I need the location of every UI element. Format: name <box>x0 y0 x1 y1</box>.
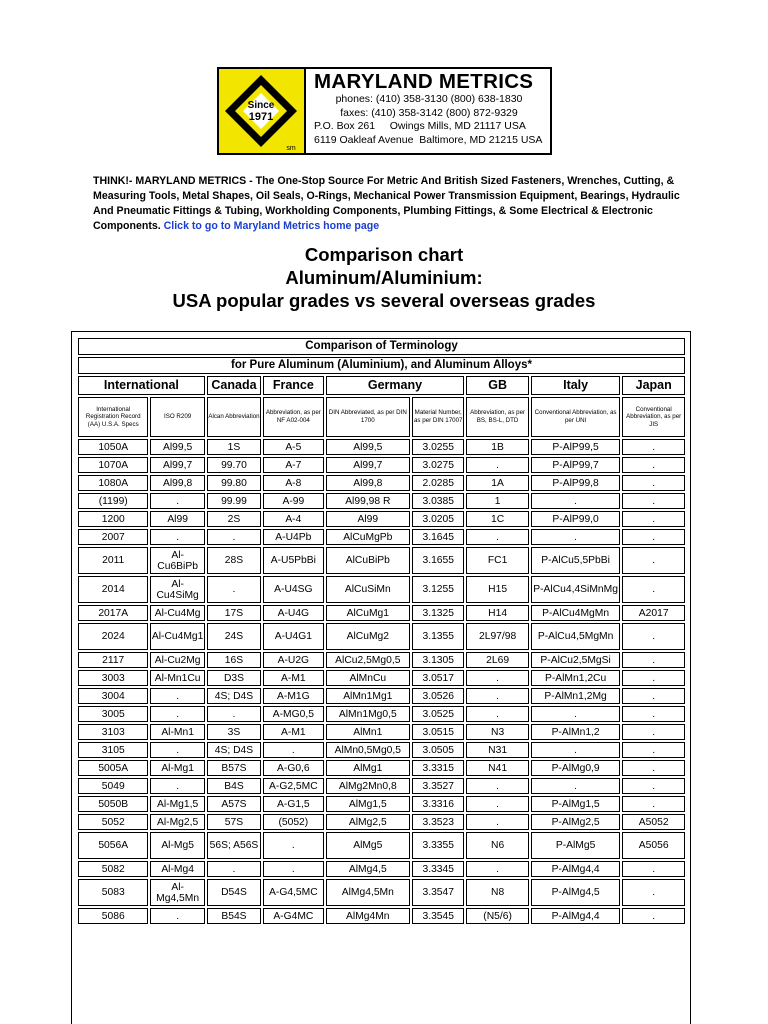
table-row <box>78 547 685 574</box>
table-cell: P-AlMn1,2Cu <box>531 670 621 686</box>
table-cell: . <box>622 439 685 455</box>
country-header: Italy <box>531 376 621 395</box>
table-cell: . <box>622 623 685 650</box>
table-cell: 99.99 <box>207 493 261 509</box>
title-line-3: USA popular grades vs several overseas grades <box>172 290 596 311</box>
table-cell: (N5/6) <box>466 908 528 924</box>
table-cell: H14 <box>466 605 528 621</box>
table-cell: A-U4Pb <box>263 529 323 545</box>
table-cell: P-AlP99,7 <box>531 457 621 473</box>
table-cell: 1S <box>207 439 261 455</box>
table-cell: 2011 <box>78 547 148 574</box>
standard-header: Alcan Abbreviation <box>207 397 261 437</box>
table-cell: 2024 <box>78 623 148 650</box>
table-cell: 1A <box>466 475 528 491</box>
table-cell: . <box>263 742 323 758</box>
po-box: P.O. Box 261 <box>314 120 376 132</box>
table-cell: . <box>150 742 204 758</box>
table-cell: N6 <box>466 832 528 859</box>
table-cell: Al-Mn1Cu <box>150 670 204 686</box>
table-cell: . <box>622 493 685 509</box>
table-cell: 3.1655 <box>412 547 464 574</box>
table-cell: 5056A <box>78 832 148 859</box>
table-cell: 3.1305 <box>412 652 464 668</box>
comparison-table-frame <box>71 331 691 1024</box>
table-cell: 3.3527 <box>412 778 464 794</box>
table-cell: Al-Mg4,5Mn <box>150 879 204 906</box>
table-row <box>78 605 685 621</box>
table-cell: . <box>466 861 528 877</box>
table-cell: . <box>263 832 323 859</box>
table-row <box>78 796 685 812</box>
table-cell: . <box>622 670 685 686</box>
table-cell: AlCuMg1 <box>326 605 411 621</box>
table-cell: N8 <box>466 879 528 906</box>
table-cell: 5005A <box>78 760 148 776</box>
logo-contact-block <box>306 69 550 153</box>
table-cell: P-AlP99,8 <box>531 475 621 491</box>
table-cell: . <box>531 778 621 794</box>
po-box-address <box>314 120 544 134</box>
table-cell: B54S <box>207 908 261 924</box>
table-cell: 3.3315 <box>412 760 464 776</box>
table-cell: AlMn0,5Mg0,5 <box>326 742 411 758</box>
table-cell: 5083 <box>78 879 148 906</box>
table-row <box>78 623 685 650</box>
street: 6119 Oakleaf Avenue <box>314 133 414 146</box>
table-row <box>78 724 685 740</box>
table-cell: 2117 <box>78 652 148 668</box>
table-cell: A-5 <box>263 439 323 455</box>
since-year: 1971 <box>248 111 274 123</box>
table-cell: Al99,8 <box>326 475 411 491</box>
table-cell: 3.3345 <box>412 861 464 877</box>
table-cell: A-G2,5MC <box>263 778 323 794</box>
table-cell: Al-Mg4 <box>150 861 204 877</box>
table-subheading: for Pure Aluminum (Aluminium), and Aluminum Alloys* <box>78 357 685 374</box>
table-cell: 2014 <box>78 576 148 603</box>
table-cell: 2L69 <box>466 652 528 668</box>
table-cell: B57S <box>207 760 261 776</box>
table-row <box>78 529 685 545</box>
table-cell: P-AlCu4,4SiMnMg <box>531 576 621 603</box>
table-cell: AlCu2,5Mg0,5 <box>326 652 411 668</box>
table-cell: N41 <box>466 760 528 776</box>
fax-numbers: faxes: (410) 358-3142 (800) 872-9329 <box>340 106 518 119</box>
table-cell: AlMn1Mg1 <box>326 688 411 704</box>
table-cell: Al99 <box>150 511 204 527</box>
table-cell: AlCuSiMn <box>326 576 411 603</box>
table-cell: Al-Mg5 <box>150 832 204 859</box>
table-row <box>78 742 685 758</box>
table-cell: AlMg1 <box>326 760 411 776</box>
table-row <box>78 879 685 906</box>
table-cell: . <box>150 706 204 722</box>
phone-numbers: phones: (410) 358-3130 (800) 638-1830 <box>335 93 523 105</box>
table-cell: D54S <box>207 879 261 906</box>
table-cell: . <box>150 688 204 704</box>
table-cell: 3.0526 <box>412 688 464 704</box>
table-cell: 5052 <box>78 814 148 830</box>
table-cell: A-U2G <box>263 652 323 668</box>
table-row <box>78 457 685 473</box>
table-body <box>78 439 685 924</box>
table-cell: . <box>150 778 204 794</box>
table-cell: 3105 <box>78 742 148 758</box>
table-cell: P-AlMg0,9 <box>531 760 621 776</box>
table-cell: 3.3545 <box>412 908 464 924</box>
table-cell: Al99 <box>326 511 411 527</box>
table-cell: 99.70 <box>207 457 261 473</box>
company-name: MARYLAND METRICS <box>314 70 534 93</box>
table-cell: . <box>622 547 685 574</box>
table-cell: . <box>466 457 528 473</box>
table-row <box>78 861 685 877</box>
table-cell: AlMg4,5 <box>326 861 411 877</box>
table-cell: P-AlMg1,5 <box>531 796 621 812</box>
title-line-1: Comparison chart <box>304 244 464 265</box>
table-cell: Al99,7 <box>326 457 411 473</box>
table-cell: (5052) <box>263 814 323 830</box>
table-cell: . <box>622 706 685 722</box>
table-cell: AlCuMgPb <box>326 529 411 545</box>
table-cell: 16S <box>207 652 261 668</box>
table-cell: 2017A <box>78 605 148 621</box>
table-cell: A-M1 <box>263 724 323 740</box>
table-cell: 3.1325 <box>412 605 464 621</box>
table-cell: 1 <box>466 493 528 509</box>
table-cell: 3003 <box>78 670 148 686</box>
table-row <box>78 652 685 668</box>
table-cell: A-G4,5MC <box>263 879 323 906</box>
table-cell: 3.0385 <box>412 493 464 509</box>
table-cell: P-AlMn1,2 <box>531 724 621 740</box>
table-row <box>78 439 685 455</box>
table-cell: 5050B <box>78 796 148 812</box>
table-cell: . <box>622 861 685 877</box>
table-cell: . <box>466 796 528 812</box>
table-cell: AlCuMg2 <box>326 623 411 650</box>
table-cell: P-AlMn1,2Mg <box>531 688 621 704</box>
table-cell: . <box>622 760 685 776</box>
table-cell: 4S; D4S <box>207 742 261 758</box>
intro-paragraph <box>93 174 683 234</box>
table-cell: . <box>466 778 528 794</box>
table-cell: AlMnCu <box>326 670 411 686</box>
table-row <box>78 670 685 686</box>
table-cell: 3.3547 <box>412 879 464 906</box>
table-row <box>78 778 685 794</box>
table-cell: D3S <box>207 670 261 686</box>
table-cell: Al99,98 R <box>326 493 411 509</box>
table-cell: A-G1,5 <box>263 796 323 812</box>
table-cell: AlMg2Mn0,8 <box>326 778 411 794</box>
table-row <box>78 706 685 722</box>
table-cell: P-AlP99,5 <box>531 439 621 455</box>
table-cell: P-AlMg5 <box>531 832 621 859</box>
street-city: Baltimore, MD 21215 USA <box>419 133 543 146</box>
table-row <box>78 688 685 704</box>
table-cell: . <box>531 706 621 722</box>
table-cell: 5082 <box>78 861 148 877</box>
table-cell: A-M1G <box>263 688 323 704</box>
table-cell: . <box>150 493 204 509</box>
table-cell: Al99,8 <box>150 475 204 491</box>
since-1971-emblem <box>219 69 306 153</box>
table-cell: Al-Cu2Mg <box>150 652 204 668</box>
table-cell: . <box>466 529 528 545</box>
table-cell: P-AlCu2,5MgSi <box>531 652 621 668</box>
country-header: Japan <box>622 376 685 395</box>
table-cell: AlMg4Mn <box>326 908 411 924</box>
table-cell: 3.0205 <box>412 511 464 527</box>
table-cell: H15 <box>466 576 528 603</box>
table-cell: A-7 <box>263 457 323 473</box>
table-row <box>78 814 685 830</box>
table-cell: P-AlMg2,5 <box>531 814 621 830</box>
table-cell: . <box>622 688 685 704</box>
table-cell: A-4 <box>263 511 323 527</box>
diamond-emblem-icon <box>219 69 304 153</box>
home-page-link[interactable]: Click to go to Maryland Metrics home page <box>163 220 380 232</box>
table-cell: AlMn1 <box>326 724 411 740</box>
country-header: France <box>263 376 323 395</box>
table-cell: 3.0525 <box>412 706 464 722</box>
standard-header: ISO R209 <box>150 397 204 437</box>
table-cell: A-U5PbBi <box>263 547 323 574</box>
table-cell: 3.3523 <box>412 814 464 830</box>
table-cell: 3.0255 <box>412 439 464 455</box>
table-cell: P-AlMg4,4 <box>531 908 621 924</box>
table-cell: . <box>622 511 685 527</box>
table-row <box>78 475 685 491</box>
table-cell: N3 <box>466 724 528 740</box>
table-cell: . <box>207 861 261 877</box>
table-cell: . <box>622 457 685 473</box>
table-cell: . <box>531 742 621 758</box>
table-cell: AlMg4,5Mn <box>326 879 411 906</box>
table-cell: N31 <box>466 742 528 758</box>
table-cell: . <box>622 529 685 545</box>
po-box-city: Owings Mills, MD 21117 USA <box>389 120 526 132</box>
table-cell: A-U4G <box>263 605 323 621</box>
table-cell: A-G0,6 <box>263 760 323 776</box>
table-cell: . <box>150 908 204 924</box>
table-cell: 1080A <box>78 475 148 491</box>
table-cell: Al99,7 <box>150 457 204 473</box>
table-cell: 3.1255 <box>412 576 464 603</box>
table-cell: . <box>207 529 261 545</box>
table-cell: 5086 <box>78 908 148 924</box>
table-cell: 1C <box>466 511 528 527</box>
country-header-row <box>78 376 685 395</box>
table-cell: A-U4SG <box>263 576 323 603</box>
street-address <box>314 134 544 148</box>
since-label: Since <box>247 100 275 111</box>
table-cell: A57S <box>207 796 261 812</box>
table-cell: . <box>622 879 685 906</box>
country-header: Germany <box>326 376 465 395</box>
table-cell: 3004 <box>78 688 148 704</box>
table-cell: AlCuBiPb <box>326 547 411 574</box>
table-cell: . <box>263 861 323 877</box>
table-cell: Al-Cu6BiPb <box>150 547 204 574</box>
table-cell: 99.80 <box>207 475 261 491</box>
table-cell: P-AlCu4,5MgMn <box>531 623 621 650</box>
table-cell: . <box>466 814 528 830</box>
table-cell: Al-Cu4Mg1 <box>150 623 204 650</box>
table-cell: . <box>531 493 621 509</box>
table-cell: . <box>531 529 621 545</box>
title-line-2: Aluminum/Aluminium: <box>285 267 483 288</box>
table-cell: 17S <box>207 605 261 621</box>
standard-header: DIN Abbreviated, as per DIN 1700 <box>326 397 411 437</box>
table-cell: Al-Cu4SiMg <box>150 576 204 603</box>
standard-header: Abbreviation, as per NF A02-004 <box>263 397 323 437</box>
table-cell: . <box>466 688 528 704</box>
table-cell: 1050A <box>78 439 148 455</box>
table-cell: 24S <box>207 623 261 650</box>
standard-header: Conventional Abbreviation, as per JIS <box>622 397 685 437</box>
table-cell: AlMg2,5 <box>326 814 411 830</box>
table-cell: 3103 <box>78 724 148 740</box>
table-cell: P-AlCu5,5PbBi <box>531 547 621 574</box>
table-cell: Al-Mn1 <box>150 724 204 740</box>
table-cell: AlMg1,5 <box>326 796 411 812</box>
table-cell: . <box>466 670 528 686</box>
table-cell: A-G4MC <box>263 908 323 924</box>
table-cell: 3.0505 <box>412 742 464 758</box>
table-cell: 1070A <box>78 457 148 473</box>
table-cell: 4S; D4S <box>207 688 261 704</box>
table-cell: . <box>622 475 685 491</box>
table-cell: Al-Mg1,5 <box>150 796 204 812</box>
table-cell: AlMg5 <box>326 832 411 859</box>
table-row <box>78 760 685 776</box>
table-cell: . <box>622 742 685 758</box>
table-cell: . <box>466 706 528 722</box>
table-cell: 2.0285 <box>412 475 464 491</box>
table-cell: 3.3355 <box>412 832 464 859</box>
table-cell: A-99 <box>263 493 323 509</box>
table-row <box>78 832 685 859</box>
table-cell: 1B <box>466 439 528 455</box>
table-row <box>78 576 685 603</box>
table-cell: A-M1 <box>263 670 323 686</box>
page-title-block <box>0 243 768 312</box>
table-cell: Al-Cu4Mg <box>150 605 204 621</box>
table-cell: 3S <box>207 724 261 740</box>
table-cell: . <box>622 908 685 924</box>
country-header: International <box>78 376 205 395</box>
table-cell: Al-Mg2,5 <box>150 814 204 830</box>
table-cell: FC1 <box>466 547 528 574</box>
table-cell: P-AlCu4MgMn <box>531 605 621 621</box>
table-cell: A5052 <box>622 814 685 830</box>
table-cell: . <box>622 576 685 603</box>
table-cell: 3.3316 <box>412 796 464 812</box>
table-cell: 3.0515 <box>412 724 464 740</box>
table-cell: . <box>150 529 204 545</box>
table-cell: A2017 <box>622 605 685 621</box>
table-cell: . <box>207 576 261 603</box>
country-header: Canada <box>207 376 261 395</box>
table-row <box>78 511 685 527</box>
table-cell: AlMn1Mg0,5 <box>326 706 411 722</box>
table-cell: 3005 <box>78 706 148 722</box>
table-cell: . <box>622 796 685 812</box>
table-cell: P-AlMg4,4 <box>531 861 621 877</box>
table-cell: A-U4G1 <box>263 623 323 650</box>
table-cell: A5056 <box>622 832 685 859</box>
table-row <box>78 908 685 924</box>
standard-header: Conventional Abbreviation, as per UNI <box>531 397 621 437</box>
standard-header: Abbreviation, as per BS, BS-L, DTD <box>466 397 528 437</box>
table-cell: Al99,5 <box>150 439 204 455</box>
standard-header: International Registration Record (AA) U.S.A. Specs <box>78 397 148 437</box>
table-cell: 3.1645 <box>412 529 464 545</box>
table-cell: 28S <box>207 547 261 574</box>
standard-header-row <box>78 397 685 437</box>
table-cell: 56S; A56S <box>207 832 261 859</box>
table-cell: A-8 <box>263 475 323 491</box>
table-cell: 3.1355 <box>412 623 464 650</box>
table-cell: . <box>622 778 685 794</box>
table-cell: . <box>622 652 685 668</box>
table-row <box>78 493 685 509</box>
table-cell: 2007 <box>78 529 148 545</box>
table-cell: 2S <box>207 511 261 527</box>
service-mark: sm <box>286 145 296 152</box>
table-cell: Al99,5 <box>326 439 411 455</box>
table-cell: 57S <box>207 814 261 830</box>
table-cell: . <box>622 724 685 740</box>
table-cell: P-AlMg4,5 <box>531 879 621 906</box>
table-cell: . <box>207 706 261 722</box>
table-cell: Al-Mg1 <box>150 760 204 776</box>
table-cell: 3.0517 <box>412 670 464 686</box>
table-cell: A-MG0,5 <box>263 706 323 722</box>
table-cell: B4S <box>207 778 261 794</box>
table-cell: 5049 <box>78 778 148 794</box>
table-heading: Comparison of Terminology <box>78 338 685 355</box>
table-cell: 1200 <box>78 511 148 527</box>
table-cell: 2L97/98 <box>466 623 528 650</box>
standard-header: Material Number, as per DIN 17007 <box>412 397 464 437</box>
company-logo[interactable] <box>217 67 552 155</box>
table-cell: 3.0275 <box>412 457 464 473</box>
table-cell: P-AlP99,0 <box>531 511 621 527</box>
country-header: GB <box>466 376 528 395</box>
intro-text: THINK!- MARYLAND METRICS - The One-Stop Source For Metric And British Sized Fasteners, Wrenches, Cutting, & Measuring Tools, Metal Shapes, Oil Seals, O-Rings, Mechanical Power Transmission Equipment, Bearings, Hydraulic And Pneumatic Fittings & Tubing, Workholding Components, Plumbing Fittings, & Some Electrical & Electronic Components. <box>93 175 680 232</box>
table-cell: (1199) <box>78 493 148 509</box>
comparison-table <box>76 336 687 926</box>
